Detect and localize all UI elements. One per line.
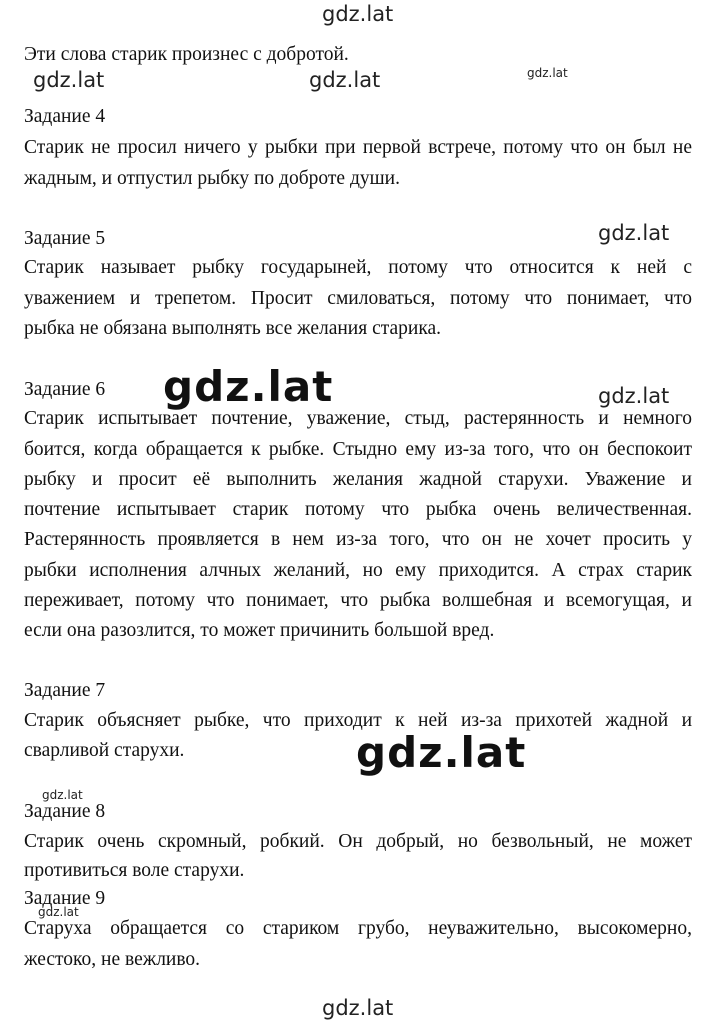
watermark: gdz.lat — [598, 384, 670, 408]
task-5-answer-line: Старик называет рыбку государыней, потому что относится к ней с — [24, 257, 692, 278]
task-5-heading: Задание 5 — [24, 228, 106, 249]
task-5-answer-line: уважением и трепетом. Просит смиловаться, потому что понимает, что — [24, 288, 692, 309]
task-6-answer-line: рыбку и просит её выполнить желания жадной старухи. Уважение и — [24, 469, 692, 490]
watermark: gdz.lat — [322, 996, 394, 1020]
watermark: gdz.lat — [598, 221, 670, 245]
watermark: gdz.lat — [42, 788, 83, 802]
task-6-answer-line: переживает, потому что понимает, что рыбка волшебная и всемогущая, и — [24, 590, 692, 611]
task-6-answer-line: если она разозлится, то может причинить большой вред. — [24, 620, 495, 641]
watermark: gdz.lat — [527, 66, 568, 80]
watermark: gdz.lat — [33, 68, 105, 92]
task-9-answer-line: жестоко, не вежливо. — [24, 949, 201, 970]
task-4-heading: Задание 4 — [24, 106, 106, 127]
task-7-answer-line: Старик объясняет рыбке, что приходит к ней из-за прихотей жадной и — [24, 710, 692, 731]
task-8-answer-line: Старик очень скромный, робкий. Он добрый, но безвольный, не может — [24, 831, 692, 852]
task-6-answer-line: боится, когда обращается к рыбке. Стыдно ему из-за того, что он беспокоит — [24, 439, 692, 460]
intro-line: Эти слова старик произнес с добротой. — [24, 44, 349, 65]
task-9-answer-line: Старуха обращается со стариком грубо, неуважительно, высокомерно, — [24, 918, 692, 939]
task-7-heading: Задание 7 — [24, 680, 106, 701]
task-6-heading: Задание 6 — [24, 379, 106, 400]
task-9-heading: Задание 9 — [24, 888, 106, 909]
task-4-answer-line: Старик не просил ничего у рыбки при первой встрече, потому что он был не — [24, 137, 692, 158]
task-6-answer-line: Старик испытывает почтение, уважение, стыд, растерянность и немного — [24, 408, 692, 429]
task-8-heading: Задание 8 — [24, 801, 106, 822]
task-5-answer-line: рыбка не обязана выполнять все желания старика. — [24, 318, 442, 339]
task-8-answer-line: противиться воле старухи. — [24, 860, 245, 881]
task-6-answer-line: почтение испытывает старик потому что рыбка очень величественная. — [24, 499, 692, 520]
task-6-answer-line: Растерянность проявляется в нем из-за того, что он не хочет просить у — [24, 529, 692, 550]
watermark: gdz.lat — [163, 362, 334, 411]
watermark: gdz.lat — [309, 68, 381, 92]
task-4-answer-line: жадным, и отпустил рыбку по доброте души. — [24, 168, 400, 189]
task-6-answer-line: рыбки исполнения алчных желаний, но ему приходится. А страх старик — [24, 560, 692, 581]
watermark: gdz.lat — [38, 905, 79, 919]
watermark: gdz.lat — [356, 728, 527, 777]
watermark: gdz.lat — [322, 2, 394, 26]
task-7-answer-line: сварливой старухи. — [24, 740, 185, 761]
